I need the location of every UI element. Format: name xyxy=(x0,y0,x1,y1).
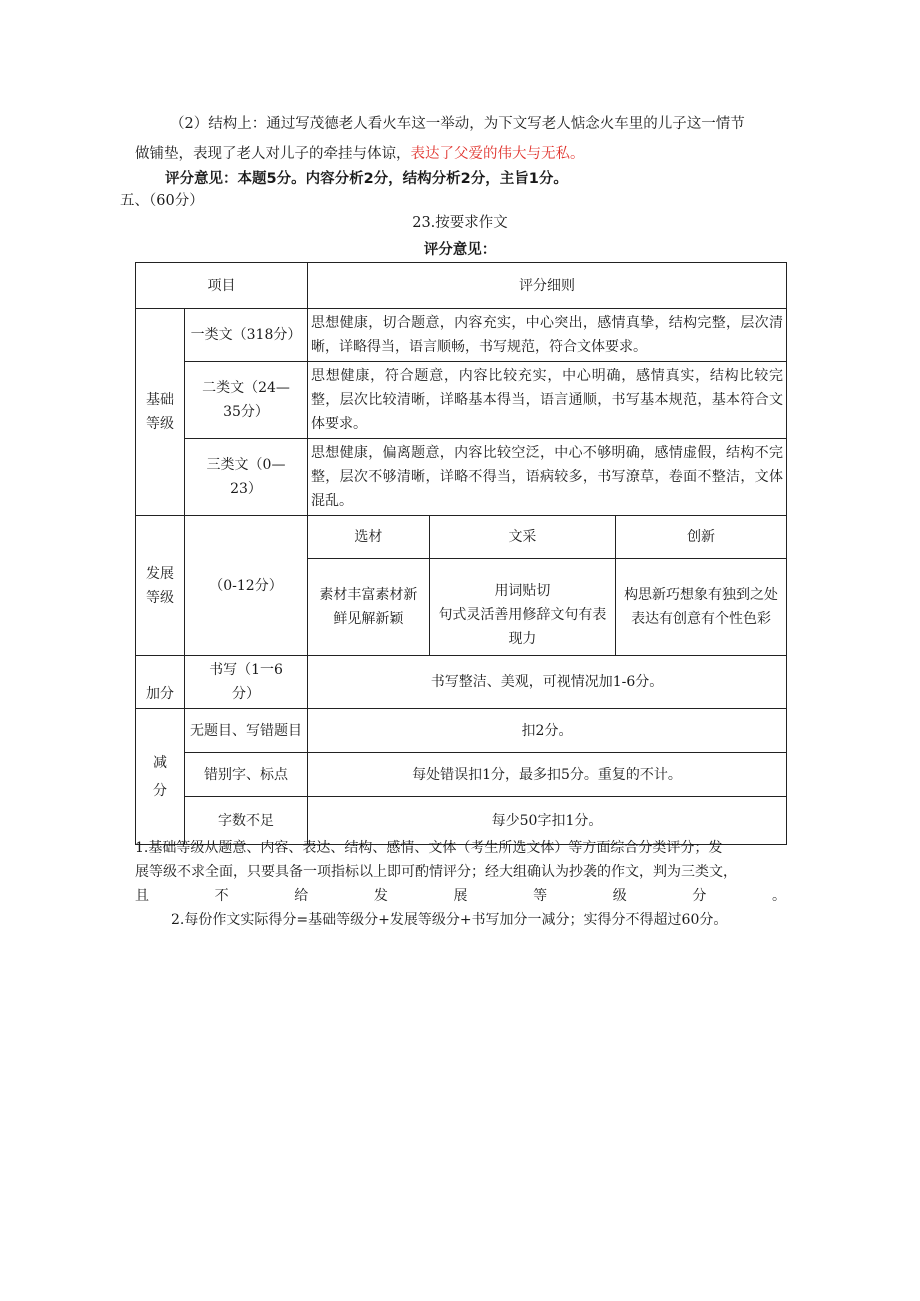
dev-inner-table xyxy=(308,516,786,655)
answer-line-2 xyxy=(135,144,585,164)
class3-text: 思想健康，偏离题意，内容比较空泛，中心不够明确，感情虚假，结构不完整，层次不够清晰，详略不得当，语病较多，书写潦草，卷面不整洁，文体混乱。 xyxy=(308,439,787,516)
dev-level-label xyxy=(136,516,185,656)
dev-col-material: 选材 xyxy=(308,516,429,558)
note1-line-b: 展等级不求全面，只要具备一项指标以上即可酌情评分；经大组确认为抄袭的作文，判为三类文， xyxy=(135,864,737,880)
answer-line-1: （2）结构上：通过写茂德老人看火车这一举动，为下文写老人惦念火车里的儿子这一情节 xyxy=(170,116,745,132)
note1-line-c xyxy=(135,884,786,908)
note1-word: 等 xyxy=(533,888,548,904)
class3-label xyxy=(185,439,308,516)
dev-material-text: 素材丰富素材新鲜见解新颖 xyxy=(308,558,429,655)
header-detail: 评分细则 xyxy=(308,263,787,309)
class1-text: 思想健康，切合题意，内容充实，中心突出，感情真挚，结构完整，层次清晰，详略得当，语言顺畅，书写规范，符合文体要求。 xyxy=(308,309,787,362)
class2-label xyxy=(185,362,308,439)
deduct-label xyxy=(136,709,185,845)
dev-style-text-b: 句式灵活善用修辞文句有表现力 xyxy=(438,606,607,647)
section-heading: 五、（60分） xyxy=(120,193,204,209)
bonus-sub-text: 书写（1一6分） xyxy=(209,662,283,702)
note1-line-a: 1.基础等级从题意、内容、表达、结构、感情、文体（考生所选文体）等方面综合分类评分；发 xyxy=(135,840,723,856)
dev-style-text-a: 用词贴切 xyxy=(494,582,551,599)
dev-range: （0-12分） xyxy=(185,516,308,656)
dev-style-text xyxy=(429,558,615,655)
answer-line-2-highlight: 表达了父爱的伟大与无私。 xyxy=(410,146,585,162)
answer-grading-note: 评分意见：本题5分。内容分析2分，结构分析2分，主旨1分。 xyxy=(165,171,568,187)
grading-table xyxy=(135,262,787,845)
dev-col-style: 文采 xyxy=(429,516,615,558)
note1-word: 展 xyxy=(453,888,468,904)
grading-label: 评分意见： xyxy=(423,242,497,258)
note1-word: 给 xyxy=(294,888,309,904)
note1-word: 。 xyxy=(772,888,786,904)
note2: 2.每份作文实际得分=基础等级分+发展等级分+书写加分一减分；实得分不得超过60分。 xyxy=(171,912,728,928)
class1-label: 一类文（318分） xyxy=(185,309,308,362)
deduct-label-text: 减分 xyxy=(153,754,167,799)
notes-block xyxy=(135,836,786,932)
note1-word: 发 xyxy=(373,888,388,904)
note1-word: 且 xyxy=(135,888,149,904)
basic-level-label xyxy=(136,309,185,516)
bonus-text: 书写整洁、美观，可视情况加1-6分。 xyxy=(308,656,787,709)
class2-label-text: 二类文（24—35分） xyxy=(202,380,290,420)
deduct1-text: 扣2分。 xyxy=(308,709,787,753)
bonus-sub xyxy=(185,656,308,709)
note1-word: 不 xyxy=(214,888,229,904)
header-item: 项目 xyxy=(136,263,308,309)
basic-level-text: 基础等级 xyxy=(146,392,174,432)
answer-line-2-text: 做铺垫，表现了老人对儿子的牵挂与体谅， xyxy=(135,146,411,162)
deduct3-text: 每少50字扣1分。 xyxy=(308,797,787,845)
note1-word: 级 xyxy=(612,888,627,904)
bonus-label: 加分 xyxy=(136,656,185,709)
deduct3-label: 字数不足 xyxy=(185,797,308,845)
dev-col-innovation: 创新 xyxy=(616,516,786,558)
deduct1-label: 无题目、写错题目 xyxy=(185,709,308,753)
note1-word: 分 xyxy=(692,888,707,904)
essay-title: 23.按要求作文 xyxy=(412,215,508,231)
class3-label-text: 三类文（0—23） xyxy=(206,457,286,497)
dev-innovation-text: 构思新巧想象有独到之处表达有创意有个性色彩 xyxy=(616,558,786,655)
class2-text: 思想健康，符合题意，内容比较充实，中心明确，感情真实，结构比较完整，层次比较清晰，详略基本得当，语言通顺，书写基本规范，基本符合文体要求。 xyxy=(308,362,787,439)
dev-level-text: 发展等级 xyxy=(146,565,174,606)
deduct2-text: 每处错误扣1分，最多扣5分。重复的不计。 xyxy=(308,753,787,797)
dev-detail-cell xyxy=(308,516,787,656)
deduct2-label: 错别字、标点 xyxy=(185,753,308,797)
